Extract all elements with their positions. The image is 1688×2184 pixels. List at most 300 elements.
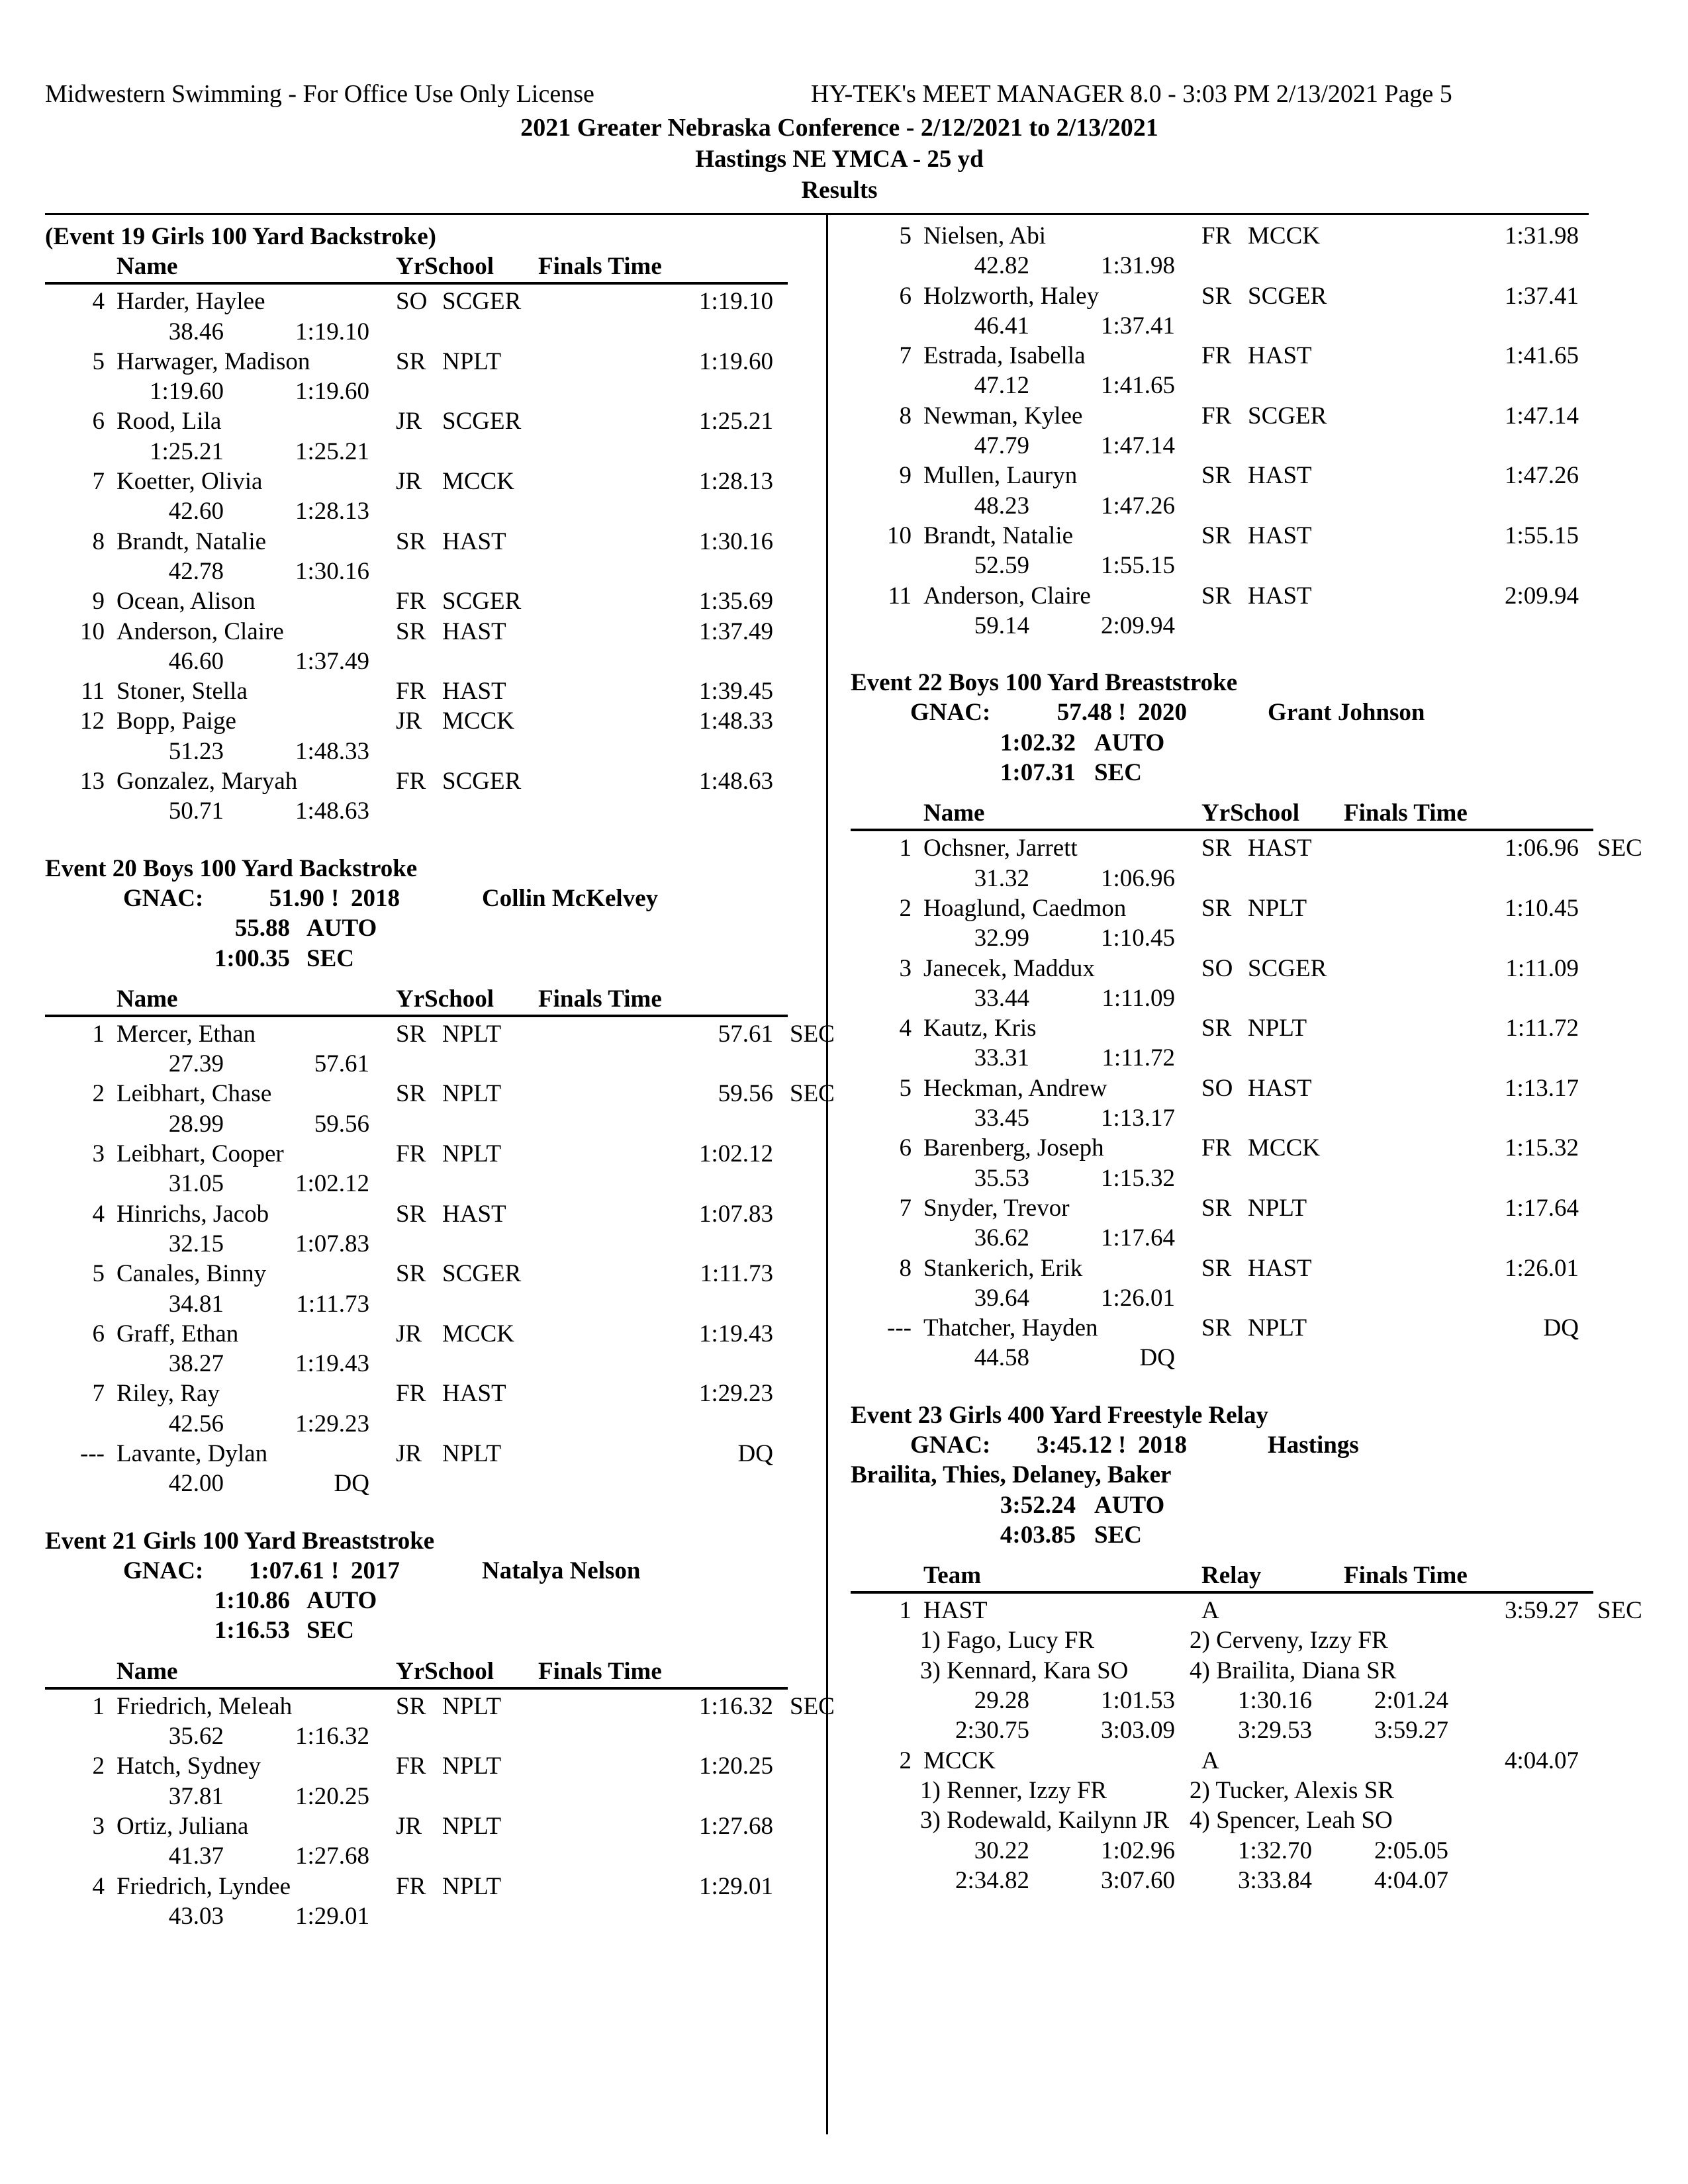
finals-time-value: 1:06.96 [1504,835,1579,862]
record-year: 2020 [1138,699,1187,727]
relay-leg-row [851,1776,1632,1805]
place-value: 10 [80,617,105,645]
split-time: 38.27 [168,1350,224,1378]
year-value: SR [1201,1254,1232,1282]
swimmer-name: Lavante, Dylan [117,1439,268,1467]
split-times-row [851,864,1632,893]
table-row [45,1439,813,1469]
standard-flag: SEC [1597,835,1642,862]
split-times-row [45,1469,813,1498]
spacer [45,827,813,853]
event-20-table-header [45,984,813,1014]
split-time: 37.81 [168,1782,224,1810]
record-label: GNAC: [123,884,204,912]
table-row [45,406,813,436]
year-value: FR [1201,222,1232,250]
split-time: 29.28 [974,1687,1029,1715]
split-time: 1:30.16 [295,557,369,585]
table-row [851,1253,1632,1283]
place-value: 3 [899,954,912,982]
auto-label: AUTO [306,915,377,942]
school-value: NPLT [442,1020,502,1048]
split-time: 35.53 [974,1164,1029,1192]
record-holder: Collin McKelvey [482,884,659,912]
record-label: GNAC: [910,1431,991,1459]
split-time: 33.45 [974,1105,1029,1132]
place-value: 2 [92,1752,105,1780]
event-23-header-rule [851,1591,1593,1594]
event-19-results [45,287,813,826]
school-value: HAST [1248,342,1312,370]
split-time: 2:05.05 [1374,1837,1448,1864]
record-holder: Grant Johnson [1268,699,1425,727]
auto-label: AUTO [1094,729,1165,756]
swimmer-name: Harder, Haylee [117,288,265,316]
spacer [851,788,1632,798]
year-value: SR [1201,835,1232,862]
swimmer-name: Gonzalez, Maryah [117,768,298,796]
finals-time-value: 1:26.01 [1504,1254,1579,1282]
split-times-row [45,647,813,676]
split-time: 2:01.24 [1374,1687,1448,1715]
relay-leg-name: 1) Fago, Lucy FR [920,1627,1095,1655]
standard-flag: SEC [790,1080,835,1108]
record-time: 57.48 [1056,699,1112,727]
place-value: 6 [92,408,105,435]
event-20-header-rule [45,1015,788,1017]
event-21-results [45,1692,835,1931]
finals-time-value: 1:25.21 [698,408,773,435]
finals-time-value: 1:19.43 [698,1320,773,1347]
year-value: FR [1201,342,1232,370]
left-column [45,221,835,1931]
col-header-yrschool: YrSchool [1201,799,1299,827]
school-value: MCCK [442,468,514,496]
place-value: 2 [899,894,912,922]
spacer [851,1550,1632,1561]
finals-time-value: 1:41.65 [1504,342,1579,370]
place-value: 6 [92,1320,105,1347]
split-time: 1:11.09 [1102,984,1175,1012]
table-row [45,347,813,377]
swimmer-name: Leibhart, Chase [117,1080,272,1108]
year-value: SO [1201,954,1233,982]
split-time: 1:20.25 [295,1782,369,1810]
split-times-row [45,1409,813,1439]
split-times-row [851,611,1632,641]
sec-time: 1:00.35 [214,944,290,972]
split-time: 1:11.72 [1102,1044,1175,1072]
place-value: 5 [92,1260,105,1288]
split-time: 36.62 [974,1224,1029,1252]
place-value: 5 [899,1074,912,1102]
finals-time-value: 1:47.14 [1504,402,1579,430]
relay-leg-row [851,1625,1632,1655]
event-21-sec-line [45,1615,813,1645]
school-value: MCCK [1248,222,1320,250]
swimmer-name: Mercer, Ethan [117,1020,256,1048]
split-times-row [851,1866,1632,1895]
place-value: 8 [899,402,912,430]
split-time: 1:25.21 [149,437,224,465]
place-value: 5 [899,222,912,250]
event-22-header-rule [851,829,1593,831]
table-row [45,1379,813,1408]
split-times-row [45,796,813,826]
swimmer-name: Stoner, Stella [117,678,248,705]
year-value: SR [396,1200,426,1228]
relay-leg-name: 4) Spencer, Leah SO [1190,1807,1393,1835]
software-stamp: HY-TEK's MEET MANAGER 8.0 - 3:03 PM 2/13/2021 Page 5 [811,80,1452,108]
year-value: FR [396,1380,426,1408]
split-time: 42.82 [974,252,1029,280]
auto-time: 1:10.86 [214,1587,290,1615]
split-time: 1:41.65 [1100,372,1175,400]
split-time: 59.56 [314,1110,369,1138]
split-time: 1:01.53 [1100,1687,1175,1715]
split-times-row [851,1223,1632,1253]
place-value: 10 [887,522,912,549]
record-bang: ! [331,884,340,912]
place-value: 7 [899,342,912,370]
school-value: NPLT [442,1439,502,1467]
record-year: 2018 [351,884,400,912]
place-value: 8 [899,1254,912,1282]
event-21-continued-results [851,221,1632,641]
col-header-name: Name [117,253,178,281]
spacer [45,974,813,984]
split-time: 32.99 [974,925,1029,952]
split-times-row [45,1349,813,1379]
col-header-time: Finals Time [538,253,662,281]
col-header-time: Finals Time [1344,1562,1468,1590]
year-value: SR [396,1692,426,1720]
team-name: MCCK [923,1747,996,1774]
split-time: 42.60 [168,498,224,525]
finals-time-value: 1:15.32 [1504,1134,1579,1162]
split-times-row [45,557,813,586]
meet-title: 2021 Greater Nebraska Conference - 2/12/2021 to 2/13/2021 [520,114,1158,142]
school-value: HAST [1248,1254,1312,1282]
split-times-row [851,1343,1632,1373]
finals-time-value: 1:31.98 [1504,222,1579,250]
table-row [851,1313,1632,1343]
split-time: 41.37 [168,1843,224,1870]
finals-time-value: 1:11.73 [700,1260,773,1288]
team-name: HAST [923,1597,988,1625]
split-times-row [851,371,1632,400]
finals-time-value: 1:16.32 [698,1692,773,1720]
school-value: SCGER [1248,282,1327,310]
school-value: MCCK [1248,1134,1320,1162]
split-time: 35.62 [168,1723,224,1751]
standard-flag: SEC [790,1020,835,1048]
year-value: JR [396,1439,422,1467]
swimmer-name: Canales, Binny [117,1260,267,1288]
swimmer-name: Koetter, Olivia [117,468,263,496]
col-header-time: Finals Time [1344,799,1468,827]
spacer [851,641,1632,667]
record-label: GNAC: [123,1557,204,1584]
finals-time-value: 1:13.17 [1504,1074,1579,1102]
split-time: 52.59 [974,552,1029,580]
place-value: 1 [92,1020,105,1048]
record-year: 2017 [351,1557,400,1584]
split-time: 42.78 [168,557,224,585]
school-value: HAST [1248,835,1312,862]
finals-time-value: 1:35.69 [698,588,773,615]
table-row [851,221,1632,251]
event-23-title: Event 23 Girls 400 Yard Freestyle Relay [851,1401,1268,1429]
relay-leg-name: 4) Brailita, Diana SR [1190,1657,1397,1684]
split-times-row [45,496,813,526]
meet-venue: Hastings NE YMCA - 25 yd [695,146,984,173]
split-time: 1:32.70 [1237,1837,1312,1864]
school-value: SCGER [442,768,522,796]
swimmer-name: Friedrich, Lyndee [117,1872,291,1900]
split-time: 3:29.53 [1237,1717,1312,1745]
event-19-table-header [45,251,813,281]
table-row [45,766,813,796]
place-value: 13 [80,768,105,796]
school-value: MCCK [442,1320,514,1347]
swimmer-name: Snyder, Trevor [923,1194,1070,1222]
split-times-row [45,1289,813,1319]
place-value: 1 [899,835,912,862]
split-time: DQ [1139,1344,1175,1372]
split-times-row [851,431,1632,461]
spacer [45,1646,813,1657]
swimmer-name: Stankerich, Erik [923,1254,1083,1282]
finals-time-value: 1:29.23 [698,1380,773,1408]
year-value: JR [396,1812,422,1840]
table-row [851,893,1632,923]
finals-time-value: 1:48.63 [698,768,773,796]
swimmer-name: Hoaglund, Caedmon [923,894,1127,922]
table-row [851,1596,1642,1625]
split-time: 59.14 [974,612,1029,639]
year-value: FR [396,588,426,615]
table-row [45,676,813,706]
record-time: 1:07.61 [248,1557,324,1584]
finals-time-value: 1:48.33 [698,707,773,735]
split-times-row [45,377,813,406]
split-time: 1:26.01 [1100,1284,1175,1312]
place-value: 7 [92,1380,105,1408]
event-22-title: Event 22 Boys 100 Yard Breaststroke [851,669,1238,697]
event-22-record-line [851,698,1632,727]
col-header-relay: Relay [1201,1562,1262,1590]
split-time: 1:27.68 [295,1843,369,1870]
school-value: HAST [1248,582,1312,610]
auto-time: 55.88 [234,915,290,942]
split-time: 2:09.94 [1100,612,1175,639]
year-value: SR [396,617,426,645]
finals-time-value: 1:11.09 [1505,954,1579,982]
split-time: 32.15 [168,1230,224,1257]
school-value: NPLT [442,1080,502,1108]
swimmer-name: Heckman, Andrew [923,1074,1107,1102]
year-value: SR [396,347,426,375]
swimmer-name: Brandt, Natalie [923,522,1074,549]
split-times-row [851,1103,1632,1133]
split-times-row [851,1836,1632,1866]
school-value: HAST [1248,462,1312,490]
year-value: FR [396,768,426,796]
split-time: 28.99 [168,1110,224,1138]
finals-time-value: 3:59.27 [1504,1597,1579,1625]
finals-time-value: 1:20.25 [698,1752,773,1780]
place-value: 6 [899,1134,912,1162]
auto-label: AUTO [306,1587,377,1615]
split-time: 1:19.60 [295,378,369,406]
section-heading: Results [801,177,878,204]
year-value: SR [1201,894,1232,922]
school-value: MCCK [442,707,514,735]
school-value: HAST [1248,1074,1312,1102]
record-holder: Natalya Nelson [482,1557,641,1584]
table-row [45,586,813,616]
sec-time: 4:03.85 [1000,1521,1076,1549]
swimmer-name: Barenberg, Joseph [923,1134,1104,1162]
split-time: 1:15.32 [1100,1164,1175,1192]
spacer [45,1499,813,1525]
relay-leg-row [851,1805,1632,1835]
table-row [45,617,813,647]
finals-time-value: 57.61 [718,1020,773,1048]
table-row [45,1199,813,1229]
year-value: FR [1201,1134,1232,1162]
relay-letter: A [1201,1747,1219,1774]
split-time: 46.60 [168,647,224,675]
school-value: HAST [442,1200,506,1228]
event-20-record-line [45,884,813,913]
split-times-row [851,491,1632,521]
split-time: 1:28.13 [295,498,369,525]
table-row [851,521,1632,551]
table-row [45,527,813,557]
split-time: 39.64 [974,1284,1029,1312]
header-line-one [0,79,1688,113]
finals-time-value: 1:19.10 [698,288,773,316]
finals-time-value: 1:37.49 [698,617,773,645]
split-time: 44.58 [974,1344,1029,1372]
split-time: 38.46 [168,318,224,345]
split-time: 47.12 [974,372,1029,400]
split-time: 1:37.49 [295,647,369,675]
sec-time: 1:16.53 [214,1617,290,1645]
swimmer-name: Kautz, Kris [923,1015,1037,1042]
split-time: 1:31.98 [1100,252,1175,280]
record-bang: ! [1118,699,1127,727]
swimmer-name: Mullen, Lauryn [923,462,1078,490]
school-value: SCGER [1248,954,1327,982]
school-value: NPLT [1248,894,1307,922]
finals-time-value: 1:55.15 [1504,522,1579,549]
year-value: SR [1201,282,1232,310]
year-value: JR [396,468,422,496]
col-header-yrschool: YrSchool [396,253,494,281]
split-time: 43.03 [168,1902,224,1930]
split-time: 31.05 [168,1170,224,1198]
split-times-row [45,1721,813,1751]
swimmer-name: Hatch, Sydney [117,1752,261,1780]
finals-time-value: 1:37.41 [1504,282,1579,310]
year-value: JR [396,707,422,735]
auto-label: AUTO [1094,1491,1165,1519]
event-22-results [851,833,1642,1373]
split-time: 48.23 [974,492,1029,520]
split-time: 50.71 [168,797,224,825]
license-text: Midwestern Swimming - For Office Use Only License [45,80,594,108]
record-bang: ! [1118,1431,1127,1459]
col-header-yrschool: YrSchool [396,1657,494,1685]
split-time: 34.81 [168,1290,224,1318]
split-time: 2:34.82 [955,1866,1029,1894]
split-time: 1:47.26 [1100,492,1175,520]
split-time: 1:19.10 [295,318,369,345]
finals-time-value: 1:19.60 [698,347,773,375]
auto-time: 3:52.24 [1000,1491,1076,1519]
place-value: 1 [899,1597,912,1625]
swimmer-name: Riley, Ray [117,1380,220,1408]
school-value: NPLT [1248,1194,1307,1222]
relay-leg-name: 1) Renner, Izzy FR [920,1776,1107,1804]
split-time: 1:16.32 [295,1723,369,1751]
table-row [851,581,1632,611]
split-time: 1:10.45 [1100,925,1175,952]
split-times-row [45,1109,813,1139]
split-times-row [45,1841,813,1871]
school-value: NPLT [442,1812,502,1840]
split-time: 1:06.96 [1100,864,1175,892]
split-times-row [851,311,1632,341]
swimmer-name: Friedrich, Meleah [117,1692,293,1720]
split-time: 31.32 [974,864,1029,892]
place-value: 11 [888,582,912,610]
split-time: 1:02.12 [295,1170,369,1198]
col-header-yrschool: YrSchool [396,985,494,1013]
event-22-auto-line [851,728,1632,758]
year-value: SR [1201,1194,1232,1222]
swimmer-name: Anderson, Claire [923,582,1091,610]
sec-label: SEC [1094,759,1142,787]
year-value: JR [396,1320,422,1347]
swimmer-name: Anderson, Claire [117,617,284,645]
finals-time-value: 1:28.13 [698,468,773,496]
split-time: 3:33.84 [1237,1866,1312,1894]
split-time: 1:17.64 [1100,1224,1175,1252]
split-times-row [45,1901,813,1931]
split-time: 1:37.41 [1100,312,1175,340]
school-value: NPLT [442,1140,502,1168]
relay-leg-name: 3) Rodewald, Kailynn JR [920,1807,1170,1835]
school-value: HAST [442,617,506,645]
event-23-sec-line [851,1520,1632,1550]
swimmer-name: Harwager, Madison [117,347,310,375]
split-time: 3:07.60 [1100,1866,1175,1894]
table-row [45,1319,813,1349]
relay-leg-name: 2) Cerveny, Izzy FR [1190,1627,1388,1655]
split-time: 30.22 [974,1837,1029,1864]
standard-flag: SEC [1597,1597,1642,1625]
swimmer-name: Leibhart, Cooper [117,1140,284,1168]
table-row [45,1259,813,1289]
split-times-row [45,1229,813,1259]
split-time: 1:55.15 [1100,552,1175,580]
split-times-row [851,1715,1632,1745]
relay-letter: A [1201,1597,1219,1625]
